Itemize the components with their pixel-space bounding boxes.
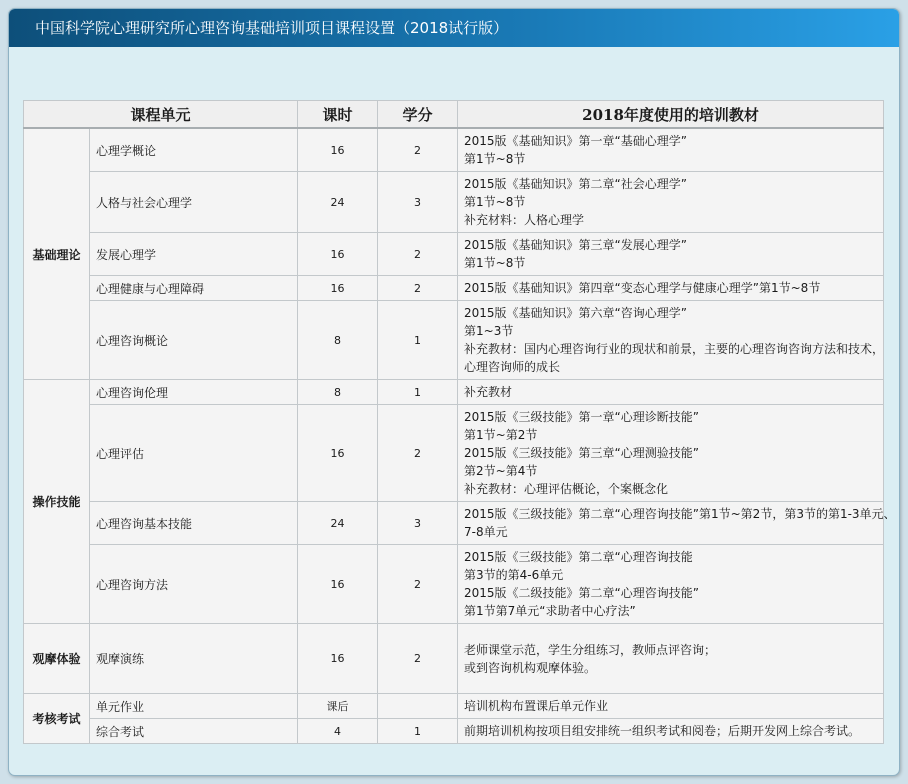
table-row	[24, 624, 884, 694]
hours-cell: 24	[298, 172, 378, 233]
material-line: 补充材料：人格心理学	[464, 213, 585, 227]
panel-title: 中国科学院心理研究所心理咨询基础培训项目课程设置（2018试行版）	[9, 9, 899, 47]
table-row	[24, 694, 884, 719]
credits-cell: 2	[378, 233, 458, 276]
credits-cell: 2	[378, 405, 458, 502]
table-row	[24, 719, 884, 744]
hours-cell: 16	[298, 405, 378, 502]
course-name-cell: 人格与社会心理学	[90, 172, 298, 233]
credits-cell: 2	[378, 624, 458, 694]
material-line: 第1节~8节	[464, 195, 526, 209]
material-line: 补充教材	[464, 385, 513, 399]
credits-cell: 2	[378, 276, 458, 301]
credits-cell: 3	[378, 502, 458, 545]
material-line: 2015版《基础知识》第四章“变态心理学与健康心理学”第1节~8节	[464, 281, 821, 295]
material-line: 第1节~8节	[464, 256, 526, 270]
table-row	[24, 128, 884, 172]
category-cell: 基础理论	[24, 128, 90, 380]
table-body	[24, 128, 896, 744]
table-row	[24, 502, 884, 545]
materials-cell	[458, 719, 884, 744]
materials-cell	[458, 172, 884, 233]
table-row	[24, 276, 884, 301]
material-line: 2015版《基础知识》第三章“发展心理学”	[464, 238, 687, 252]
course-name-cell: 心理咨询伦理	[90, 380, 298, 405]
hours-cell: 16	[298, 233, 378, 276]
header-materials: 2018年度使用的培训教材	[458, 101, 884, 129]
credits-cell	[378, 694, 458, 719]
course-table	[23, 100, 896, 744]
course-name-cell: 心理评估	[90, 405, 298, 502]
materials-cell	[458, 502, 896, 545]
table-header-row	[24, 101, 884, 129]
materials-cell	[458, 276, 884, 301]
materials-cell	[458, 624, 884, 694]
header-credits: 学分	[378, 101, 458, 129]
course-name-cell: 发展心理学	[90, 233, 298, 276]
material-line: 2015版《基础知识》第二章“社会心理学”	[464, 177, 687, 191]
material-line: 第1~3节	[464, 324, 514, 338]
material-line: 补充教材：心理评估概论，个案概念化	[464, 482, 669, 496]
material-line: 2015版《三级技能》第一章“心理诊断技能”	[464, 410, 699, 424]
course-name-cell: 观摩演练	[90, 624, 298, 694]
material-line: 补充教材：国内心理咨询行业的现状和前景，主要的心理咨询咨询方法和技术，	[464, 342, 885, 356]
course-name-cell: 心理健康与心理障碍	[90, 276, 298, 301]
materials-cell	[458, 405, 884, 502]
material-line: 第1节~第2节	[464, 428, 538, 442]
hours-cell: 16	[298, 624, 378, 694]
materials-cell	[458, 545, 884, 624]
hours-cell: 16	[298, 128, 378, 172]
material-line: 第2节~第4节	[464, 464, 538, 478]
hours-cell: 16	[298, 276, 378, 301]
hours-cell: 24	[298, 502, 378, 545]
credits-cell: 1	[378, 719, 458, 744]
materials-cell	[458, 380, 884, 405]
header-unit: 课程单元	[24, 101, 298, 129]
material-line: 2015版《二级技能》第二章“心理咨询技能”	[464, 586, 699, 600]
hours-cell: 16	[298, 545, 378, 624]
materials-cell	[458, 233, 884, 276]
material-line: 培训机构布置课后单元作业	[464, 699, 609, 713]
material-line: 2015版《基础知识》第一章“基础心理学”	[464, 134, 687, 148]
table-row	[24, 405, 884, 502]
material-line: 第3节的第4-6单元	[464, 568, 564, 582]
materials-cell	[458, 694, 884, 719]
material-line: 第1节第7单元“求助者中心疗法”	[464, 604, 636, 618]
course-panel	[8, 8, 900, 776]
material-line: 前期培训机构按项目组安排统一组织考试和阅卷；后期开发网上综合考试。	[464, 724, 861, 738]
material-line: 心理咨询师的成长	[464, 360, 561, 374]
category-cell: 考核考试	[24, 694, 90, 744]
table-row	[24, 172, 884, 233]
credits-cell: 3	[378, 172, 458, 233]
course-name-cell: 心理咨询方法	[90, 545, 298, 624]
materials-cell	[458, 301, 884, 380]
course-name-cell: 心理咨询基本技能	[90, 502, 298, 545]
course-name-cell: 单元作业	[90, 694, 298, 719]
hours-cell: 课后	[298, 694, 378, 719]
material-line: 老师课堂示范，学生分组练习，教师点评咨询；	[464, 642, 717, 657]
hours-cell: 8	[298, 380, 378, 405]
material-line: 7-8单元	[464, 525, 508, 539]
credits-cell: 1	[378, 301, 458, 380]
credits-cell: 2	[378, 545, 458, 624]
header-hours: 课时	[298, 101, 378, 129]
course-name-cell: 综合考试	[90, 719, 298, 744]
category-cell: 观摩体验	[24, 624, 90, 694]
material-line: 2015版《基础知识》第六章“咨询心理学”	[464, 306, 687, 320]
credits-cell: 2	[378, 128, 458, 172]
material-line: 2015版《三级技能》第二章“心理咨询技能	[464, 550, 693, 564]
credits-cell: 1	[378, 380, 458, 405]
table-row	[24, 545, 884, 624]
material-line: 或到咨询机构观摩体验。	[464, 660, 597, 675]
material-line: 2015版《三级技能》第二章“心理咨询技能”第1节~第2节，第3节的第1-3单元、	[464, 507, 896, 521]
hours-cell: 8	[298, 301, 378, 380]
material-line: 第1节~8节	[464, 152, 526, 166]
course-name-cell: 心理学概论	[90, 128, 298, 172]
table-row	[24, 233, 884, 276]
materials-cell	[458, 128, 884, 172]
course-name-cell: 心理咨询概论	[90, 301, 298, 380]
category-cell: 操作技能	[24, 380, 90, 624]
hours-cell: 4	[298, 719, 378, 744]
table-row	[24, 301, 884, 380]
material-line: 2015版《三级技能》第三章“心理测验技能”	[464, 446, 699, 460]
table-row	[24, 380, 884, 405]
